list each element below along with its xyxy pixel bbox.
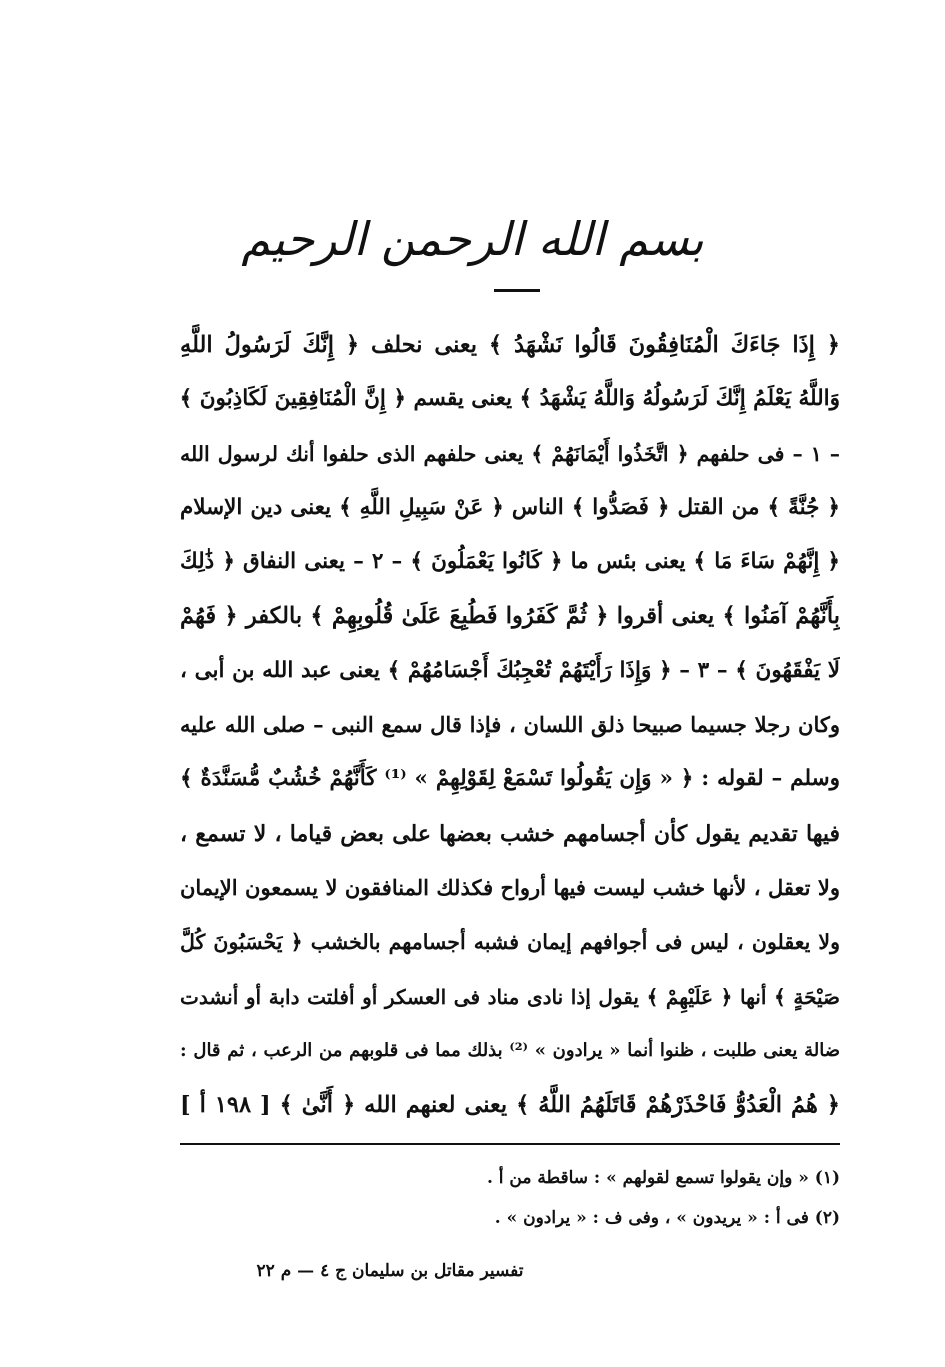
text-line: ﴿ إِذَا جَاءَكَ الْمُنَافِقُونَ قَالُوا نَشْهَدُ ﴾ يعنى نحلف ﴿ إِنَّكَ لَرَسُولُ اللَّهِ bbox=[180, 332, 840, 358]
text-line: ﴿ هُمُ الْعَدُوُّ فَاحْذَرْهُمْ قَاتَلَهُمُ اللَّهُ ﴾ يعنى لعنهم الله ﴿ أَنَّىٰ ﴾ [ ١٩٨ أ ] bbox=[180, 1092, 840, 1119]
text-line: – ١ – فى حلفهم ﴿ اتَّخَذُوا أَيْمَانَهُمْ ﴾ يعنى حلفهم الذى حلفوا أنك لرسول الله bbox=[180, 441, 840, 466]
text-line: لَا يَفْقَهُونَ ﴾ – ٣ – ﴿ وَإِذَا رَأَيْتَهُمْ تُعْجِبُكَ أَجْسَامُهُمْ ﴾ يعنى عبد الله بن أبى ، bbox=[180, 657, 840, 683]
text-line: وسلم – لقوله : ﴿ « وَإِن يَقُولُوا تَسْمَعْ لِقَوْلِهِمْ » ⁽¹⁾ كَأَنَّهُمْ خُشُبٌ مُّسَنَّدَةٌ ﴾ bbox=[180, 766, 840, 792]
text-line: ﴿ جُنَّةً ﴾ من القتل ﴿ فَصَدُّوا ﴾ الناس ﴿ عَنْ سَبِيلِ اللَّهِ ﴾ يعنى دين الإسلام bbox=[180, 494, 840, 520]
text-line: فيها تقديم يقول كأن أجسامهم خشب بعضها على بعض قياما ، لا تسمع ، bbox=[180, 820, 840, 847]
footnote-2: (٢) فى أ : « يريدون » ، وفى ف : « يرادون » . bbox=[494, 1208, 840, 1228]
text-line: ولا تعقل ، لأنها خشب ليست فيها أرواح فكذلك المنافقون لا يسمعون الإيمان bbox=[180, 874, 840, 900]
footnote-1: (١) « وإن يقولوا تسمع لقولهم » : ساقطة من أ . bbox=[486, 1168, 840, 1188]
text-line: ضالة يعنى طلبت ، ظنوا أنما « يرادون » ⁽²⁾ بذلك مما فى قلوبهم من الرعب ، ثم قال : bbox=[180, 1039, 840, 1061]
text-line: بِأَنَّهُمْ آمَنُوا ﴾ يعنى أقروا ﴿ ثُمَّ كَفَرُوا فَطُبِعَ عَلَىٰ قُلُوبِهِمْ ﴾ بالكفر ﴿ فَهُمْ bbox=[180, 603, 840, 630]
page-footer-signature: تفسير مقاتل بن سليمان ج ٤ — م ٢٢ bbox=[256, 1261, 524, 1281]
text-line: ولا يعقلون ، ليس فى أجوافهم إيمان فشبه أجسامهم بالخشب ﴿ يَحْسَبُونَ كُلَّ bbox=[180, 930, 840, 955]
text-line: وَاللَّهُ يَعْلَمُ إِنَّكَ لَرَسُولُهُ وَاللَّهُ يَشْهَدُ ﴾ يعنى يقسم ﴿ إِنَّ الْمُنَافِقِينَ لَكَاذِبُونَ ﴾ bbox=[180, 386, 840, 412]
footnote-divider bbox=[180, 1143, 840, 1145]
heading-divider bbox=[494, 289, 540, 292]
text-line: صَيْحَةٍ ﴾ أنها ﴿ عَلَيْهِمْ ﴾ يقول إذا نادى مناد فى العسكر أو أفلتت دابة أو أنشدت bbox=[180, 984, 840, 1009]
text-line: وكان رجلا جسيما صبيحا ذلق اللسان ، فإذا قال سمع النبى – صلى الله عليه bbox=[180, 712, 840, 738]
basmala-heading: بسم الله الرحمن الرحيم bbox=[241, 212, 704, 266]
text-line: ﴿ إِنَّهُمْ سَاءَ مَا ﴾ يعنى بئس ما ﴿ كَانُوا يَعْمَلُونَ ﴾ – ٢ – يعنى النفاق ﴿ ذَٰلِكَ bbox=[180, 549, 840, 575]
main-text-body bbox=[180, 318, 840, 1132]
footnotes-section bbox=[180, 1158, 840, 1238]
